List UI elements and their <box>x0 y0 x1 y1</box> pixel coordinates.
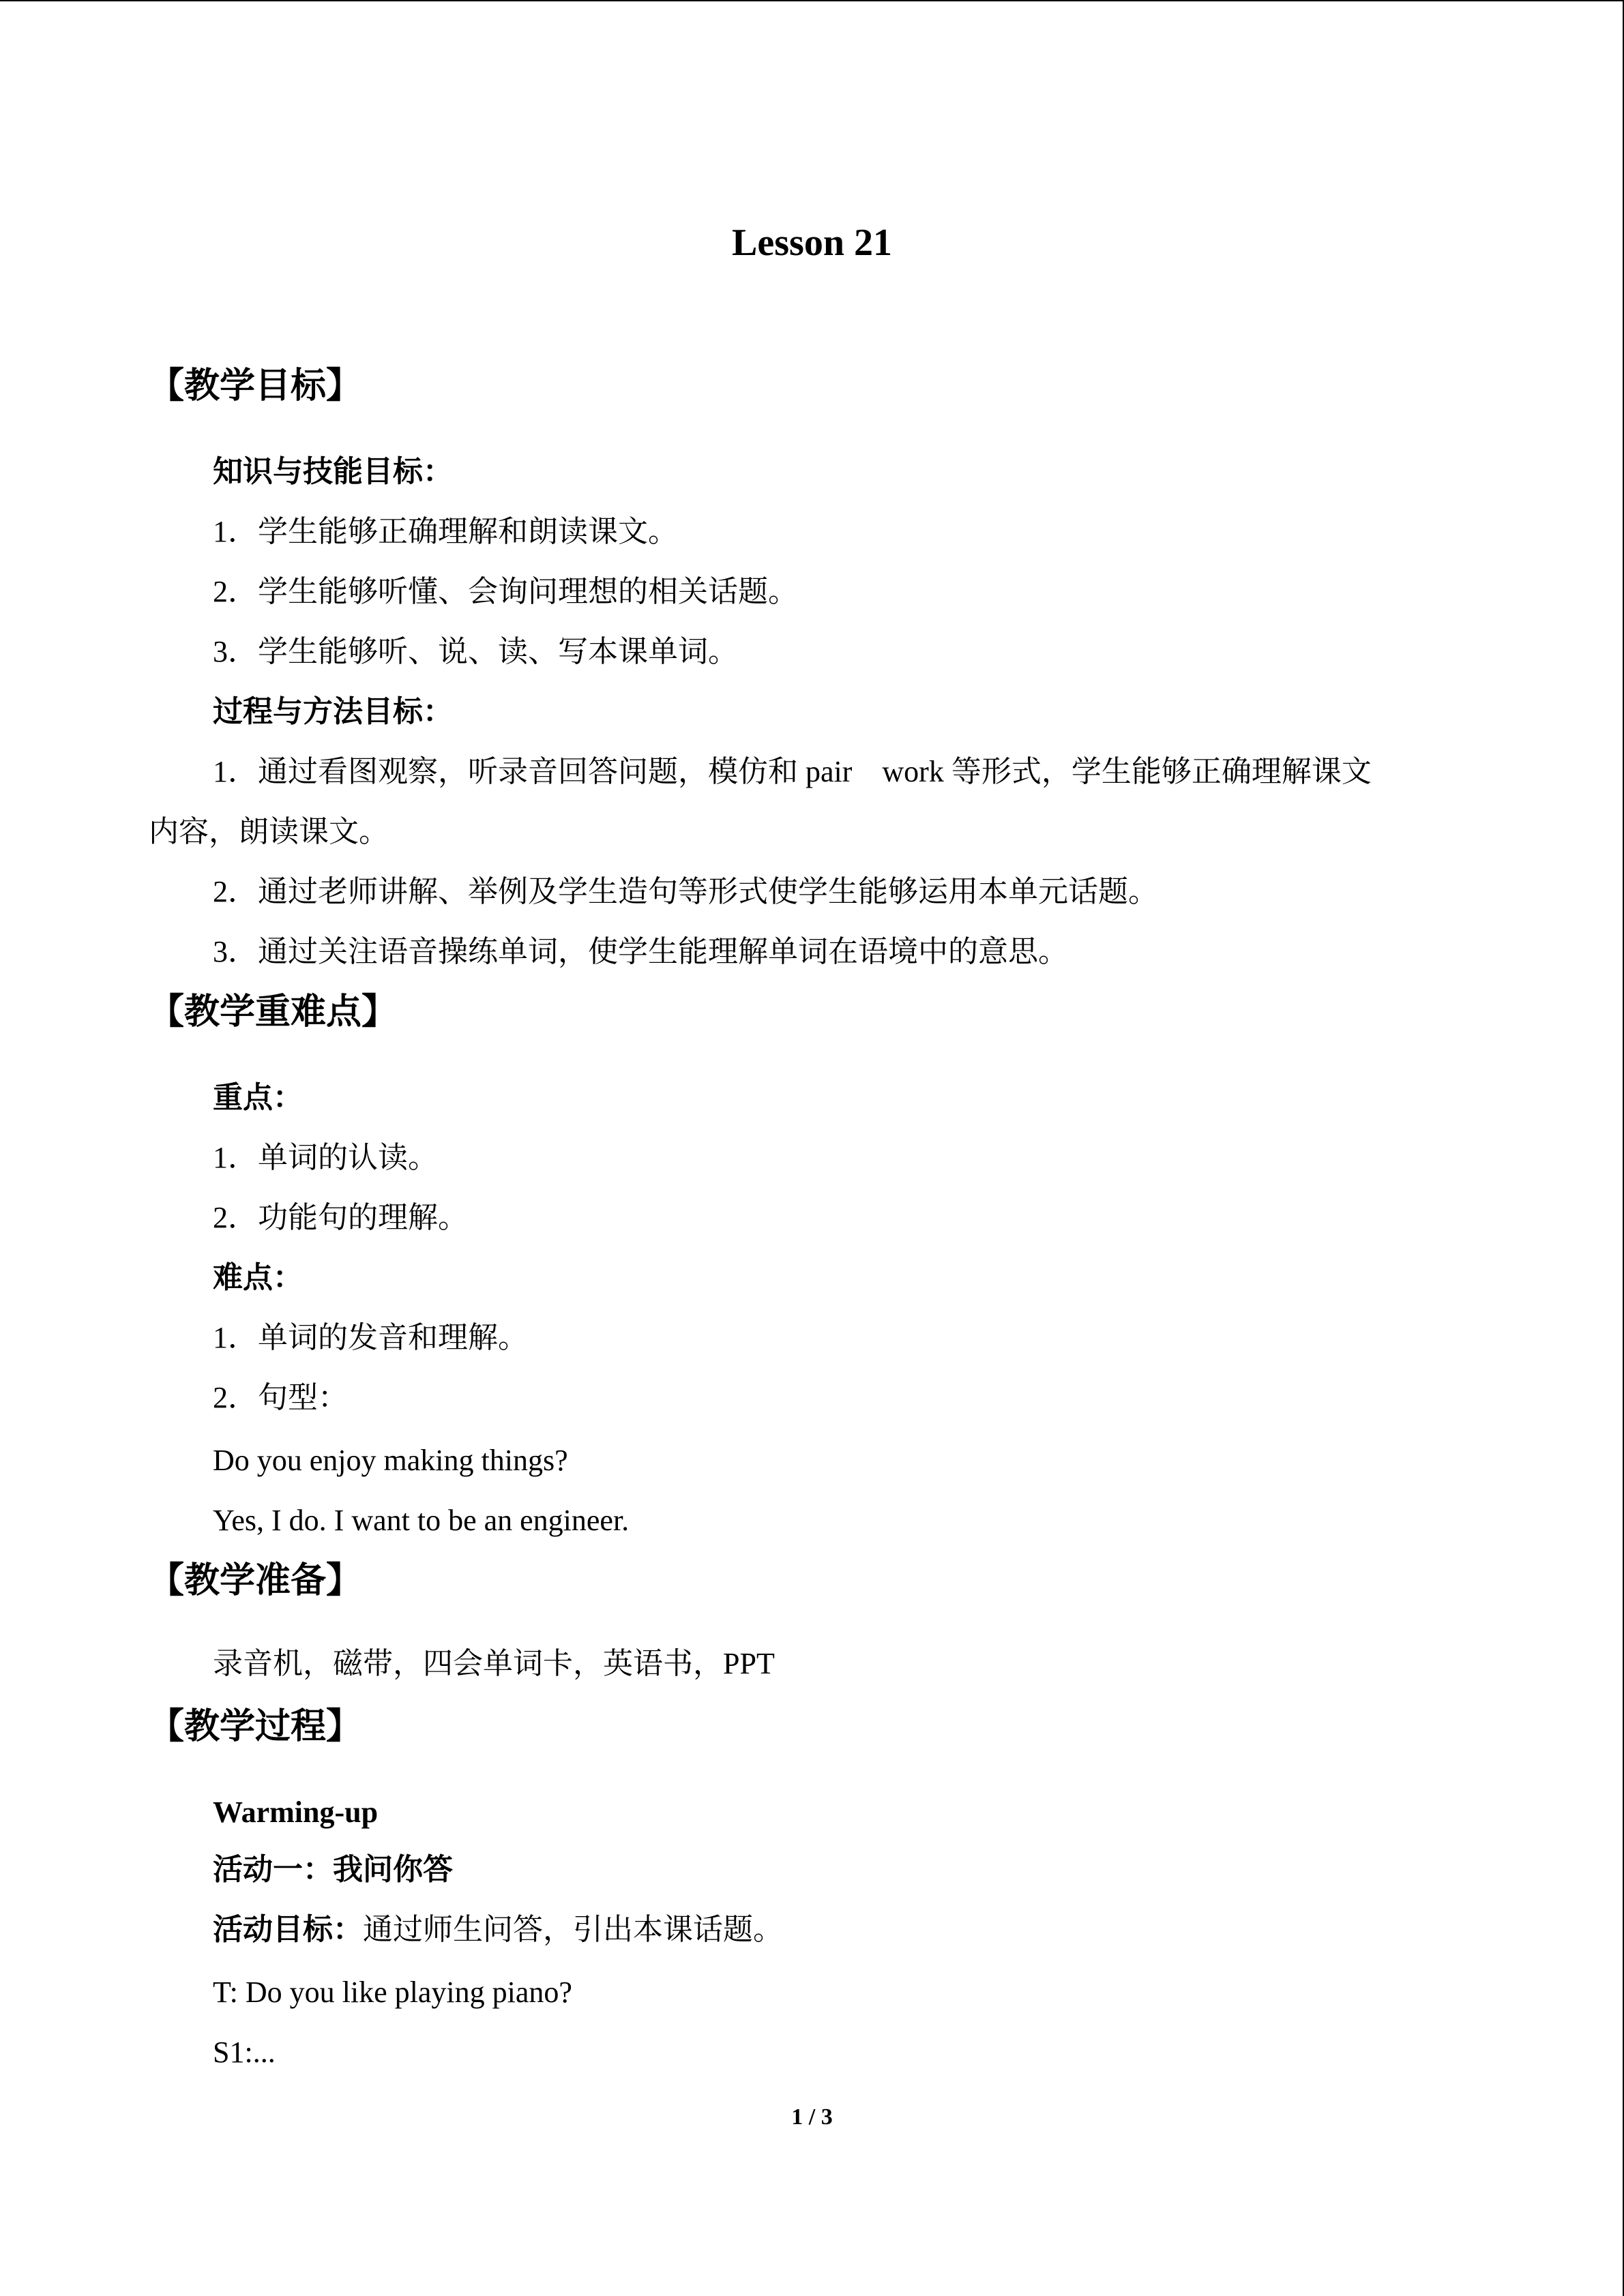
activity-goal-label: 活动目标： <box>213 1912 363 1947</box>
focus-title: 重点： <box>213 1080 303 1115</box>
section-heading-process: 【教学过程】 <box>149 1706 362 1747</box>
page-number: 1 / 3 <box>791 2104 833 2130</box>
process-item-1-line-1: 1．通过看图观察，听录音回答问题，模仿和 pair work 等形式，学生能够正确理解课文 <box>213 755 1372 788</box>
dialogue-line-1: T: Do you like playing piano? <box>213 1976 572 2009</box>
process-methods-title: 过程与方法目标： <box>213 694 453 729</box>
example-sentence-2: Yes, I do. I want to be an engineer. <box>213 1504 630 1537</box>
preparation-text: 录音机，磁带，四会单词卡，英语书，PPT <box>213 1647 775 1680</box>
page-title: Lesson 21 <box>732 222 892 264</box>
activity-title: 活动一：我问你答 <box>213 1852 453 1887</box>
knowledge-skills-title: 知识与技能目标： <box>213 454 453 489</box>
example-sentence-1: Do you enjoy making things? <box>213 1444 568 1477</box>
knowledge-item-3: 3．学生能够听、说、读、写本课单词。 <box>213 635 738 668</box>
knowledge-item-2: 2．学生能够听懂、会询问理想的相关话题。 <box>213 575 798 608</box>
dialogue-line-2: S1:... <box>213 2036 276 2069</box>
process-item-1-line-2: 内容，朗读课文。 <box>149 815 389 848</box>
process-item-3: 3．通过关注语音操练单词，使学生能理解单词在语境中的意思。 <box>213 935 1068 968</box>
difficulty-item-1: 1．单词的发音和理解。 <box>213 1321 528 1354</box>
section-heading-key-points: 【教学重难点】 <box>149 992 398 1032</box>
section-heading-objectives: 【教学目标】 <box>149 366 362 406</box>
focus-item-1: 1．单词的认读。 <box>213 1141 438 1174</box>
activity-goal <box>213 1908 783 1952</box>
activity-goal-text: 通过师生问答，引出本课话题。 <box>363 1913 783 1946</box>
section-heading-preparation: 【教学准备】 <box>149 1560 362 1601</box>
knowledge-item-1: 1．学生能够正确理解和朗读课文。 <box>213 515 678 548</box>
difficulty-item-2: 2．句型： <box>213 1381 348 1414</box>
warming-up-title: Warming-up <box>213 1795 379 1829</box>
process-item-2: 2．通过老师讲解、举例及学生造句等形式使学生能够运用本单元话题。 <box>213 875 1158 908</box>
focus-item-2: 2．功能句的理解。 <box>213 1201 468 1234</box>
difficulty-title: 难点： <box>213 1260 303 1295</box>
